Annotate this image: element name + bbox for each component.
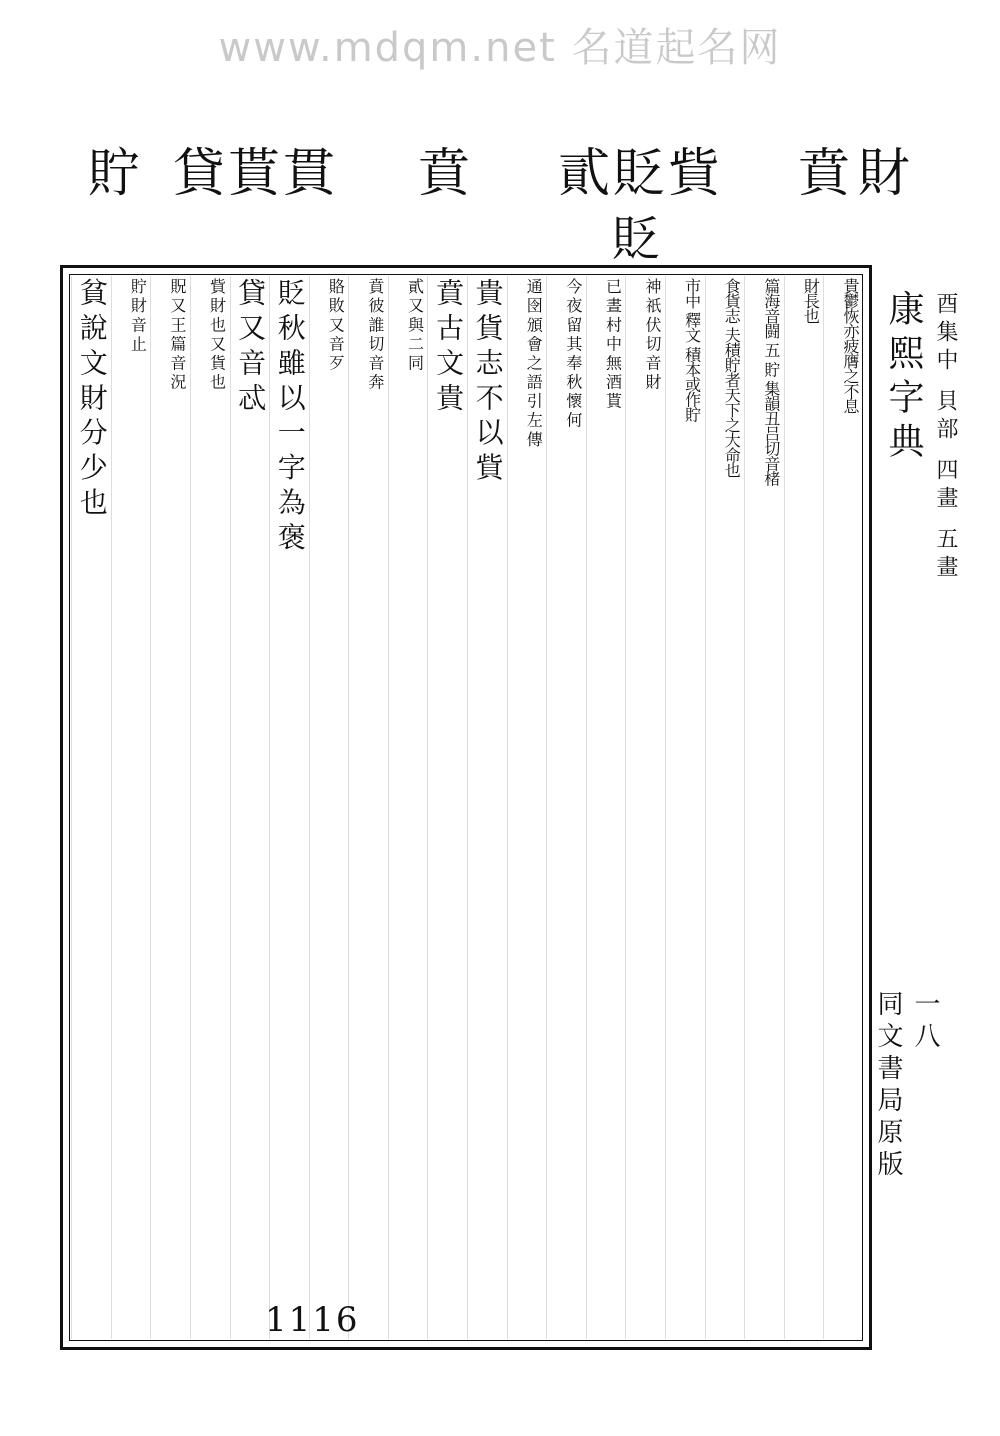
publisher-label: 同文書局原版 xyxy=(873,990,903,1182)
margin-section-info xyxy=(930,292,961,583)
text-column: 貴鬱恢亦疲膺之不息 xyxy=(823,276,861,1339)
watermark: www.mdqm.net 名道起名网 xyxy=(218,25,782,71)
text-column: 貳 又 與 二 同 xyxy=(388,276,426,1339)
text-column: 食貨志 夫積貯者天下之大命也 xyxy=(705,276,743,1339)
text-column: 貴 貨 志 不 以 貲 xyxy=(467,276,505,1339)
seal-character: 賁 xyxy=(797,144,850,204)
leaf-number: 一八 xyxy=(910,990,940,1054)
text-column: 貶 秋 雖 以 一 字 為 褒 xyxy=(269,276,307,1339)
seal-character: 貸 xyxy=(172,144,225,204)
text-column: 財長也 xyxy=(784,276,822,1339)
seal-character: 貰 xyxy=(227,144,280,204)
text-column: 賁 古 文 貴 xyxy=(427,276,465,1339)
page-number: 1116 xyxy=(265,1300,360,1340)
dictionary-text-frame xyxy=(60,265,872,1350)
book-title: 康熙字典 xyxy=(883,290,924,466)
text-column: 貧 說 文 財 分 少 也 xyxy=(71,276,109,1339)
radical-label: 貝部 xyxy=(933,389,958,445)
text-column: 神 祇 伏 切 音 財 xyxy=(625,276,663,1339)
text-column: 賁 彼 誰 切 音 奔 xyxy=(348,276,386,1339)
text-column: 貸 又 音 忒 xyxy=(230,276,268,1339)
seal-character: 貫 xyxy=(282,144,335,204)
seal-character: 貶 xyxy=(612,144,665,204)
text-column: 貲 財 也 又 貨 也 xyxy=(190,276,228,1339)
margin-publisher-info xyxy=(870,990,944,1182)
strokes-label: 四畫 五畫 xyxy=(933,458,958,583)
seal-character: 貲 xyxy=(667,144,720,204)
section-label: 酉集中 xyxy=(933,292,958,376)
text-column: 市中 釋文 積本或作貯 xyxy=(665,276,703,1339)
text-column: 篇海音闘 五 貯 集韻丑吕切音楮 xyxy=(744,276,782,1339)
seal-character-extra: 貶 xyxy=(612,211,661,267)
text-columns xyxy=(71,276,861,1339)
text-column: 貺 又 王 篇 音 況 xyxy=(150,276,188,1339)
text-column: 今 夜 留 其 奉 秋 懷 何 xyxy=(546,276,584,1339)
seal-character: 賁 xyxy=(417,144,470,204)
seal-character: 貯 xyxy=(87,144,140,204)
text-column: 通 囹 頒 會 之 語 引 左 傳 xyxy=(507,276,545,1339)
text-column: 貯 財 音 止 xyxy=(111,276,149,1339)
seal-script-row xyxy=(60,144,920,228)
text-column: 已 晝 村 中 無 酒 貰 xyxy=(586,276,624,1339)
text-column: 賂 敗 又 音 歹 xyxy=(309,276,347,1339)
seal-character: 貳 xyxy=(557,144,610,204)
seal-character: 財 xyxy=(857,144,910,204)
